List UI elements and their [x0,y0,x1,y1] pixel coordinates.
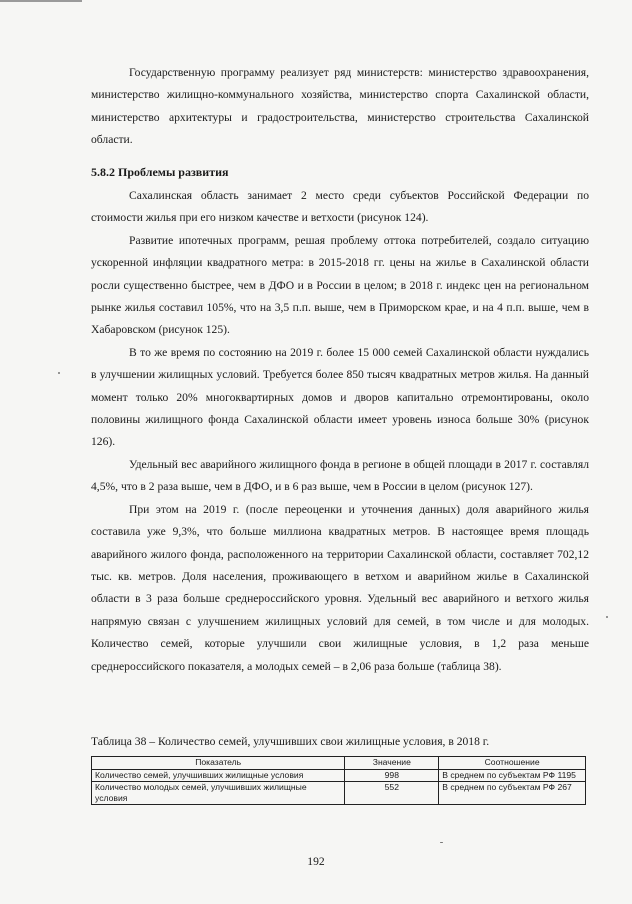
paragraph-mortgage: Развитие ипотечных программ, решая проблему оттока потребителей, создало ситуацию ускоренной инфляции квадратного метра: в 2015-2018 гг. цены на жилье в Сахалинской области росли существенно быстрее, чем в ДФО и в России в целом; в 2018 г. индекс цен на региональном рынке жилья составил 105%, что на 3,5 п.п. выше, чем в Приморском крае, и на 4 п.п. выше, чем в Хабаровском (рисунок 125). [91,233,589,337]
column-header-indicator: Показатель [92,757,345,770]
section-heading: 5.8.2 Проблемы развития [91,165,229,179]
paragraph-emergency-2019: При этом на 2019 г. (после переоценки и уточнения данных) доля аварийного жилья составила уже 9,3%, что больше миллиона квадратных метров. В настоящее время площадь аварийного жилого фонда, расположенного на территории Сахалинской области, составляет 702,12 тыс. кв. метров. Доля населения, проживающего в ветхом и аварийном жилье в Сахалинской области в 3 раза больше среднероссийского уровня. Удельный вес аварийного и ветхого жилья напрямую связан с улучшением жилищных условий для семей, в том числе и для молодых. Количество семей, которые улучшили свои жилищные условия, в 1,2 раза меньше среднероссийского показателя, а молодых семей – в 2,06 раза больше (таблица 38). [91,502,589,673]
cell-ratio: В среднем по субъектам РФ 267 [439,782,586,805]
column-header-value: Значение [345,757,439,770]
table-row [92,782,586,805]
column-header-ratio: Соотношение [439,757,586,770]
page-number: 192 [307,855,325,868]
scan-speck [58,372,60,374]
families-table [91,756,586,805]
cell-indicator: Количество семей, улучшивших жилищные условия [92,770,345,782]
intro-paragraph-block [91,62,589,152]
cell-ratio: В среднем по субъектам РФ 1195 [439,770,586,782]
table-header-row [92,757,586,770]
scan-speck [606,616,608,618]
scan-edge-line [0,0,82,2]
table-row [92,770,586,782]
intro-paragraph: Государственную программу реализует ряд министерств: министерство здравоохранения, министерство жилищно-коммунального хозяйства, министерство спорта Сахалинской области, министерство архитектуры и градостроительства, министерство строительства Сахалинской области. [91,66,589,147]
table-caption: Таблица 38 – Количество семей, улучшивших свои жилищные условия, в 2018 г. [91,735,490,748]
scan-speck [440,842,443,843]
paragraph-housing-needs: В то же время по состоянию на 2019 г. более 15 000 семей Сахалинской области нуждались в улучшении жилищных условий. Требуется более 850 тысяч квадратных метров жилья. На данный момент только 20% многоквартирных домов и дворов капитально отремонтированы, около половины жилищного фонда Сахалинской области имеет уровень износа больше 30% (рисунок 126). [91,345,589,449]
cell-value: 998 [345,770,439,782]
paragraph-ranking: Сахалинская область занимает 2 место среди субъектов Российской Федерации по стоимости жилья при его низком качестве и ветхости (рисунок 124). [91,189,589,225]
cell-indicator: Количество молодых семей, улучшивших жилищные условия [92,782,345,805]
body-paragraphs [91,185,589,678]
cell-value: 552 [345,782,439,805]
section-block [91,161,589,183]
paragraph-emergency-share: Удельный вес аварийного жилищного фонда в регионе в общей площади в 2017 г. составлял 4,5%, что в 2 раза выше, чем в ДФО, и в 6 раз выше, чем в России в целом (рисунок 127). [91,457,589,494]
